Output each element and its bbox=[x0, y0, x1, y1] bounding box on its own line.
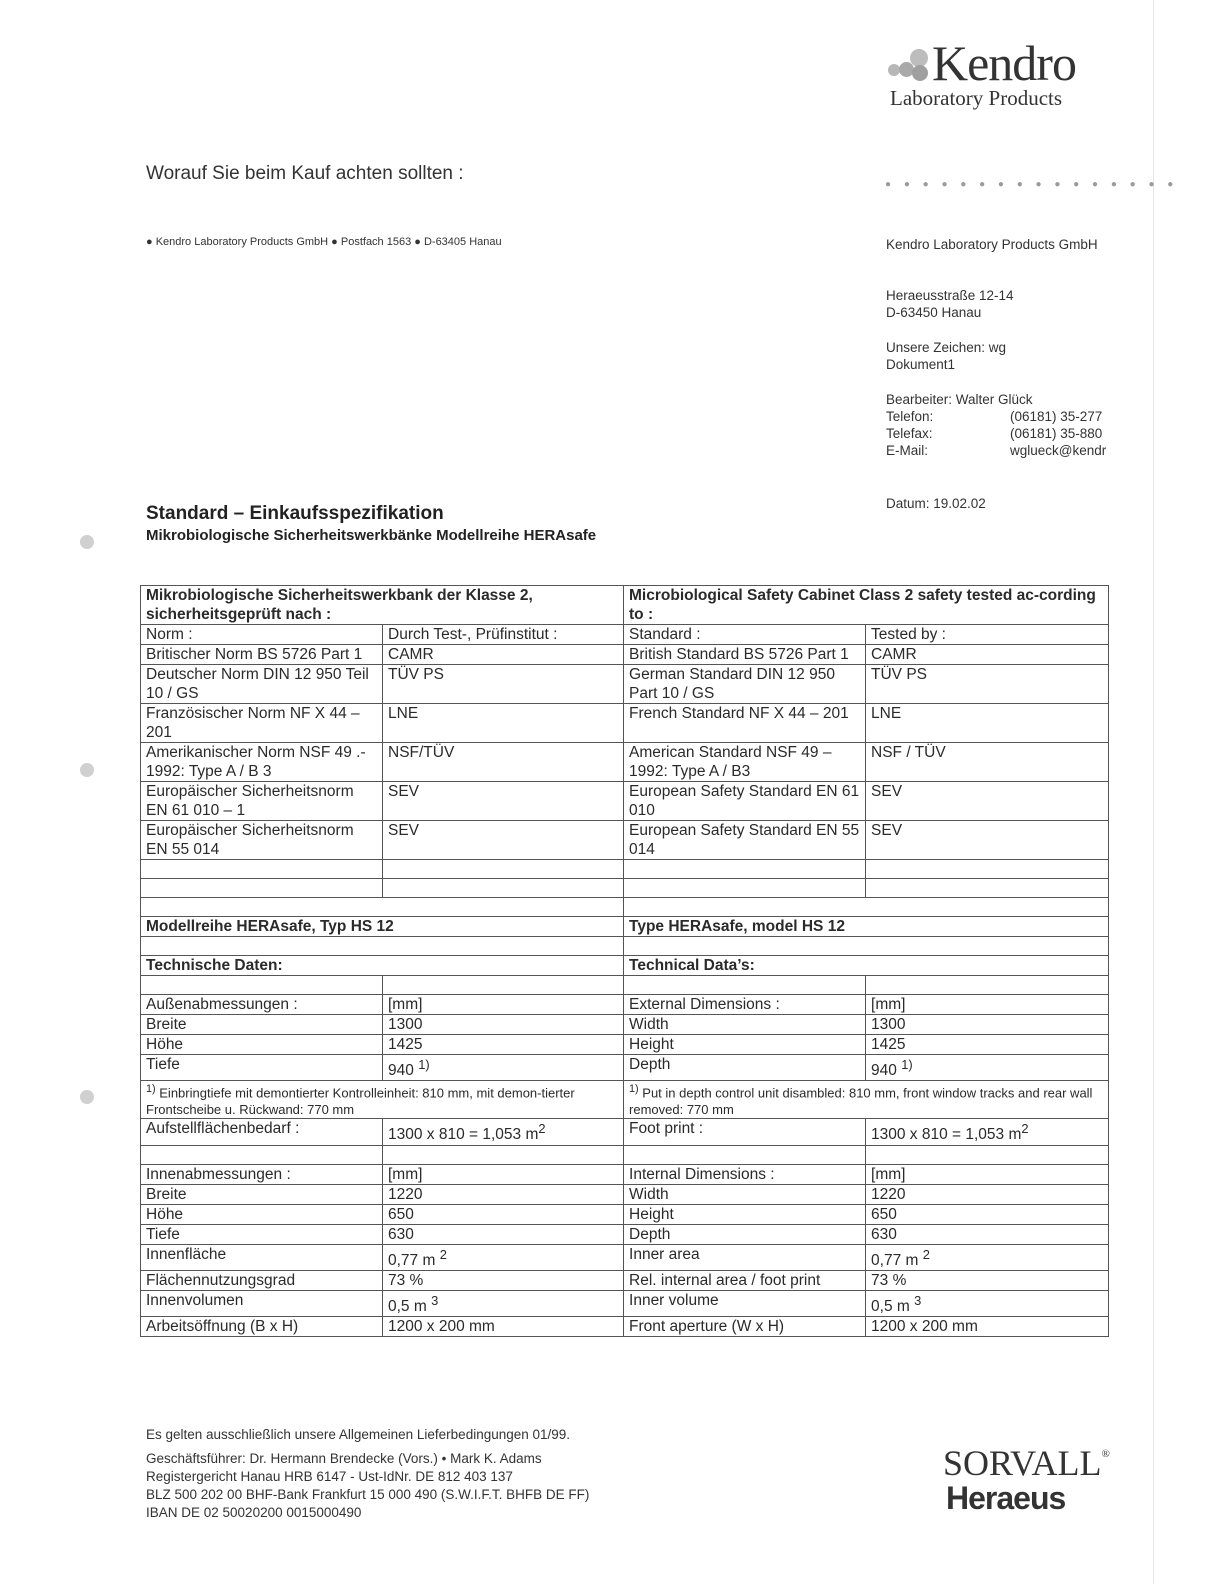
footprint-value: 1300 x 810 = 1,053 m bbox=[388, 1126, 539, 1144]
dim-label-de: Innenfläche bbox=[141, 1244, 383, 1270]
dim-value-de bbox=[383, 1244, 624, 1270]
dim-value-de: 73 % bbox=[383, 1270, 624, 1290]
kendro-logo bbox=[888, 35, 1118, 111]
table-row bbox=[141, 1055, 1109, 1081]
dim-label-de: Tiefe bbox=[141, 1224, 383, 1244]
volume-value: 0,5 m bbox=[388, 1297, 427, 1315]
footer-terms: Es gelten ausschließlich unsere Allgemeinen Lieferbedingungen 01/99. bbox=[146, 1427, 571, 1442]
norm-en: British Standard BS 5726 Part 1 bbox=[624, 645, 866, 665]
dim-label-en: Height bbox=[624, 1204, 866, 1224]
footprint-label-de: Aufstellflächenbedarf : bbox=[141, 1119, 383, 1145]
footer-line: Registergericht Hanau HRB 6147 - Ust-IdNr. DE 812 403 137 bbox=[146, 1469, 513, 1484]
logo-subtitle: Laboratory Products bbox=[890, 86, 1063, 110]
ext-label-de: Außenabmessungen : bbox=[141, 995, 383, 1015]
footnote-marker: 1) bbox=[901, 1057, 913, 1072]
empty-row bbox=[141, 898, 1109, 917]
superscript: 2 bbox=[439, 1246, 447, 1262]
norm-en-institute: LNE bbox=[866, 704, 1109, 743]
norm-de: Britischer Norm BS 5726 Part 1 bbox=[141, 645, 383, 665]
area-value: 0,77 m bbox=[388, 1251, 436, 1269]
depth-value: 940 bbox=[871, 1062, 897, 1080]
int-label-de: Innenabmessungen : bbox=[141, 1164, 383, 1184]
registered-mark: ® bbox=[1101, 1448, 1110, 1460]
footnote-de bbox=[141, 1081, 624, 1119]
punch-hole-icon bbox=[80, 763, 94, 777]
reference-sign: Unsere Zeichen: wg bbox=[886, 340, 1007, 355]
int-unit-de: [mm] bbox=[383, 1164, 624, 1184]
col-norm: Norm : bbox=[141, 625, 383, 645]
logo-dots-icon bbox=[888, 48, 932, 82]
norm-en-institute: SEV bbox=[866, 821, 1109, 860]
footprint-value-de bbox=[383, 1119, 624, 1145]
phone-value: (06181) 35-277 bbox=[1010, 409, 1103, 424]
table-row bbox=[141, 1224, 1109, 1244]
norm-en: European Safety Standard EN 61 010 bbox=[624, 782, 866, 821]
norm-en-institute: NSF / TÜV bbox=[866, 743, 1109, 782]
norm-de: Amerikanischer Norm NSF 49 .- 1992: Type A / B 3 bbox=[141, 743, 383, 782]
area-value: 0,77 m bbox=[871, 1251, 919, 1269]
dim-value-de: 1200 x 200 mm bbox=[383, 1316, 624, 1336]
superscript: 3 bbox=[431, 1292, 439, 1308]
dim-value-en: 73 % bbox=[866, 1270, 1109, 1290]
footprint-label-en: Foot print : bbox=[624, 1119, 866, 1145]
norm-de-institute: LNE bbox=[383, 704, 624, 743]
table-row bbox=[141, 704, 1109, 743]
dim-label-de: Höhe bbox=[141, 1204, 383, 1224]
empty-row bbox=[141, 976, 1109, 995]
superscript: 2 bbox=[922, 1246, 930, 1262]
tech-de: Technische Daten: bbox=[141, 956, 624, 976]
int-label-en: Internal Dimensions : bbox=[624, 1164, 866, 1184]
document-title: Standard – Einkaufsspezifikation bbox=[146, 503, 444, 524]
norm-de: Französischer Norm NF X 44 – 201 bbox=[141, 704, 383, 743]
superscript: 2 bbox=[538, 1121, 546, 1137]
footnote-de-text: Einbringtiefe mit demontierter Kontrolleinheit: 810 mm, mit demon-tierter Frontscheibe u. Rückwand: 770 mm bbox=[146, 1085, 575, 1118]
dim-value-en: 650 bbox=[866, 1204, 1109, 1224]
dim-label-de: Breite bbox=[141, 1015, 383, 1035]
norm-en: American Standard NSF 49 – 1992: Type A / B3 bbox=[624, 743, 866, 782]
dim-value-en bbox=[866, 1290, 1109, 1316]
model-row bbox=[141, 917, 1109, 937]
tech-data-row bbox=[141, 956, 1109, 976]
depth-value: 940 bbox=[388, 1062, 414, 1080]
table-row bbox=[141, 1184, 1109, 1204]
dim-label-en: Width bbox=[624, 1015, 866, 1035]
dim-label-en: Depth bbox=[624, 1224, 866, 1244]
address-street: Heraeusstraße 12-14 bbox=[886, 288, 1014, 303]
ext-unit-en: [mm] bbox=[866, 995, 1109, 1015]
dim-label-de: Arbeitsöffnung (B x H) bbox=[141, 1316, 383, 1336]
phone-label: Telefon: bbox=[886, 409, 934, 424]
document-subtitle: Mikrobiologische Sicherheitswerkbänke Modellreihe HERAsafe bbox=[146, 527, 597, 544]
footprint-value-en bbox=[866, 1119, 1109, 1145]
tech-en: Technical Data’s: bbox=[624, 956, 1109, 976]
footprint-row bbox=[141, 1119, 1109, 1145]
fax-label: Telefax: bbox=[886, 426, 933, 441]
table-row bbox=[141, 1035, 1109, 1055]
document-date: Datum: 19.02.02 bbox=[886, 496, 986, 511]
document-name: Dokument1 bbox=[886, 357, 956, 372]
empty-row bbox=[141, 937, 1109, 956]
table-row bbox=[141, 645, 1109, 665]
col-standard: Standard : bbox=[624, 625, 866, 645]
norm-de-institute: SEV bbox=[383, 782, 624, 821]
contact-block bbox=[886, 391, 1106, 459]
dim-value-en: 1220 bbox=[866, 1184, 1109, 1204]
norm-de-institute: TÜV PS bbox=[383, 665, 624, 704]
dim-label-en: Rel. internal area / foot print bbox=[624, 1270, 866, 1290]
footnote-marker: 1) bbox=[146, 1083, 156, 1096]
dim-value-de bbox=[383, 1290, 624, 1316]
dim-value-de: 650 bbox=[383, 1204, 624, 1224]
dim-label-en: Inner area bbox=[624, 1244, 866, 1270]
email-label: E-Mail: bbox=[886, 443, 929, 458]
dim-value-de bbox=[383, 1055, 624, 1081]
footer-line: IBAN DE 02 50020200 0015000490 bbox=[146, 1505, 362, 1520]
dim-label-de: Flächennutzungsgrad bbox=[141, 1270, 383, 1290]
footnote-en-text: Put in depth control unit disambled: 810 mm, front window tracks and rear wall removed: 770 mm bbox=[629, 1085, 1093, 1118]
handler-name: Bearbeiter: Walter Glück bbox=[886, 392, 1033, 407]
norm-de-institute: CAMR bbox=[383, 645, 624, 665]
dim-label-de: Innenvolumen bbox=[141, 1290, 383, 1316]
int-dim-header-row bbox=[141, 1164, 1109, 1184]
footer-line: Geschäftsführer: Dr. Hermann Brendecke (Vors.) • Mark K. Adams bbox=[146, 1451, 542, 1466]
empty-row bbox=[141, 1145, 1109, 1164]
footer-block bbox=[146, 1426, 589, 1522]
dim-value-de: 1425 bbox=[383, 1035, 624, 1055]
table-row bbox=[141, 665, 1109, 704]
norm-en-institute: CAMR bbox=[866, 645, 1109, 665]
fax-value: (06181) 35-880 bbox=[1010, 426, 1103, 441]
email-value: wglueck@kendr bbox=[1010, 443, 1107, 458]
table-row bbox=[141, 1290, 1109, 1316]
norm-en-institute: SEV bbox=[866, 782, 1109, 821]
model-de: Modellreihe HERAsafe, Typ HS 12 bbox=[141, 917, 624, 937]
table-row bbox=[141, 1204, 1109, 1224]
dim-label-de: Höhe bbox=[141, 1035, 383, 1055]
footer-line: BLZ 500 202 00 BHF-Bank Frankfurt 15 000 490 (S.W.I.F.T. BHFB DE FF) bbox=[146, 1487, 590, 1502]
superscript: 2 bbox=[1021, 1121, 1029, 1137]
dim-label-en: Inner volume bbox=[624, 1290, 866, 1316]
dim-value-en: 1200 x 200 mm bbox=[866, 1316, 1109, 1336]
dim-label-en: Width bbox=[624, 1184, 866, 1204]
dim-label-en: Height bbox=[624, 1035, 866, 1055]
superscript: 3 bbox=[914, 1292, 922, 1308]
dim-value-en bbox=[866, 1244, 1109, 1270]
norm-en-institute: TÜV PS bbox=[866, 665, 1109, 704]
norm-de-institute: NSF/TÜV bbox=[383, 743, 624, 782]
norm-en: German Standard DIN 12 950 Part 10 / GS bbox=[624, 665, 866, 704]
ext-unit-de: [mm] bbox=[383, 995, 624, 1015]
dim-label-en: Front aperture (W x H) bbox=[624, 1316, 866, 1336]
footnote-marker: 1) bbox=[418, 1057, 430, 1072]
dim-value-en: 630 bbox=[866, 1224, 1109, 1244]
footnote-marker: 1) bbox=[629, 1083, 639, 1096]
norm-en: European Safety Standard EN 55 014 bbox=[624, 821, 866, 860]
col-tested-by: Tested by : bbox=[866, 625, 1109, 645]
ext-label-en: External Dimensions : bbox=[624, 995, 866, 1015]
sorvall-text: SORVALL bbox=[943, 1443, 1102, 1483]
address-block bbox=[886, 287, 1014, 321]
decorative-dot-row: ● ● ● ● ● ● ● ● ● ● ● ● ● ● ● ● bbox=[885, 179, 1179, 190]
empty-row bbox=[141, 860, 1109, 879]
dim-value-de: 630 bbox=[383, 1224, 624, 1244]
specification-table bbox=[140, 585, 1109, 1337]
norm-de: Europäischer Sicherheitsnorm EN 55 014 bbox=[141, 821, 383, 860]
table-row bbox=[141, 743, 1109, 782]
punch-hole-icon bbox=[80, 1090, 94, 1104]
address-city: D-63450 Hanau bbox=[886, 305, 982, 320]
dim-value-en: 1300 bbox=[866, 1015, 1109, 1035]
norm-de: Europäischer Sicherheitsnorm EN 61 010 – 1 bbox=[141, 782, 383, 821]
footprint-value: 1300 x 810 = 1,053 m bbox=[871, 1126, 1022, 1144]
footnote-row bbox=[141, 1081, 1109, 1119]
dim-label-de: Tiefe bbox=[141, 1055, 383, 1081]
reference-block bbox=[886, 339, 1006, 373]
punch-hole-icon bbox=[80, 535, 94, 549]
heraeus-logo: Heraeus bbox=[946, 1480, 1066, 1516]
header-en: Microbiological Safety Cabinet Class 2 safety tested ac-cording to : bbox=[624, 586, 1109, 625]
logo-brand-text: Kendro bbox=[932, 35, 1076, 91]
norm-de: Deutscher Norm DIN 12 950 Teil 10 / GS bbox=[141, 665, 383, 704]
table-column-header-row bbox=[141, 625, 1109, 645]
dim-value-en: 1425 bbox=[866, 1035, 1109, 1055]
dim-label-de: Breite bbox=[141, 1184, 383, 1204]
col-institut: Durch Test-, Prüfinstitut : bbox=[383, 625, 624, 645]
dim-value-de: 1220 bbox=[383, 1184, 624, 1204]
table-row bbox=[141, 1270, 1109, 1290]
header-de: Mikrobiologische Sicherheitswerkbank der Klasse 2, sicherheitsgeprüft nach : bbox=[141, 586, 624, 625]
table-row bbox=[141, 1244, 1109, 1270]
norm-en: French Standard NF X 44 – 201 bbox=[624, 704, 866, 743]
sender-line: ● Kendro Laboratory Products GmbH ● Postfach 1563 ● D-63405 Hanau bbox=[146, 236, 502, 248]
sorvall-logo bbox=[943, 1442, 1110, 1484]
table-header-row bbox=[141, 586, 1109, 625]
volume-value: 0,5 m bbox=[871, 1297, 910, 1315]
table-row bbox=[141, 821, 1109, 860]
table-row bbox=[141, 1316, 1109, 1336]
page-heading: Worauf Sie beim Kauf achten sollten : bbox=[146, 163, 464, 184]
table-row bbox=[141, 1015, 1109, 1035]
footnote-en bbox=[624, 1081, 1109, 1119]
dim-value-en bbox=[866, 1055, 1109, 1081]
empty-row bbox=[141, 879, 1109, 898]
int-unit-en: [mm] bbox=[866, 1164, 1109, 1184]
dim-value-de: 1300 bbox=[383, 1015, 624, 1035]
address-company: Kendro Laboratory Products GmbH bbox=[886, 237, 1098, 252]
dim-label-en: Depth bbox=[624, 1055, 866, 1081]
page-edge-line bbox=[1153, 0, 1154, 1584]
table-row bbox=[141, 782, 1109, 821]
norm-de-institute: SEV bbox=[383, 821, 624, 860]
model-en: Type HERAsafe, model HS 12 bbox=[624, 917, 1109, 937]
ext-dim-header-row bbox=[141, 995, 1109, 1015]
